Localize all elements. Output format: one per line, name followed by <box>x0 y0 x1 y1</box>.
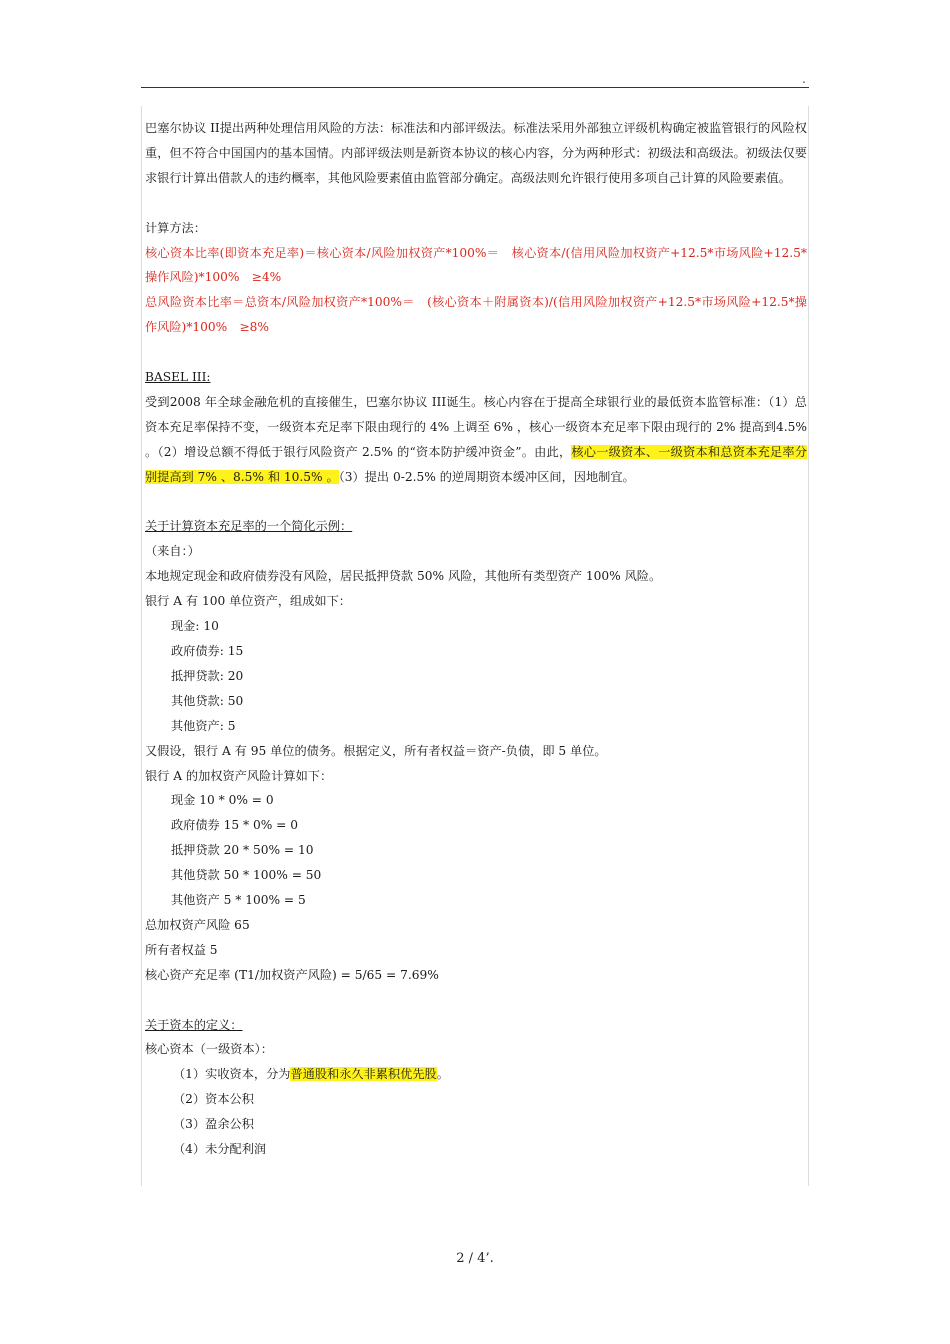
risk-intro: 银行 A 的加权资产风险计算如下： <box>145 768 333 783</box>
capital-item: （4）未分配利润 <box>173 1142 267 1157</box>
risk-item: 政府债券 15 * 0% = 0 <box>171 818 299 833</box>
example-rule: 本地规定现金和政府债券没有风险，居民抵押贷款 50% 风险，其他所有类型资产 100% 风险。 <box>145 569 662 584</box>
formula-total-ratio: 总风险资本比率＝总资本/风险加权资产*100%＝ (核心资本＋附属资本)/(信用风险加权资产+12.5*市场风险+12.5*操作风险)*100% ≥8% <box>145 295 807 335</box>
capital-item-text: （1）实收资本，分为 <box>173 1067 291 1082</box>
risk-item: 其他贷款 50 * 100% = 50 <box>171 868 322 883</box>
asset-item: 现金: 10 <box>171 619 219 634</box>
core-ratio-result: 核心资产充足率 (T1/加权资产风险) = 5/65 = 7.69% <box>145 967 439 982</box>
example-title: 关于计算资本充足率的一个简化示例： <box>145 519 353 534</box>
risk-item: 现金 10 * 0% = 0 <box>171 793 274 808</box>
capital-item: （3）盈余公积 <box>173 1117 254 1132</box>
basel3-text: 受到2008 年全球金融危机的直接催生，巴塞尔协议 III诞生。核心内容在于提高全球银行业的最低资本监管标准：（1）总资本充足率保持不变，一级资本充足率下限由现行的 4% 上调至 6% ，核心一级资本充足率下限由现行的 2% 提高到4.5% 。（2）增设总额不得低于银行风险资产 2.5% 的“资本防护缓冲资金”。由此， <box>145 394 807 459</box>
risk-item: 抵押贷款 20 * 50% = 10 <box>171 843 314 858</box>
document-body <box>145 116 807 1162</box>
header-mark: . <box>802 72 806 86</box>
formula-core-ratio: 核心资本比率(即资本充足率)＝核心资本/风险加权资产*100%＝ 核心资本/(信用风险加权资产+12.5*市场风险+12.5*操作风险)*100% ≥4% <box>145 245 807 285</box>
capital-title: 关于资本的定义： <box>145 1017 243 1032</box>
asset-item: 其他资产: 5 <box>171 718 236 733</box>
asset-item: 抵押贷款: 20 <box>171 668 244 683</box>
capital-item-text-end: 。 <box>436 1067 449 1082</box>
equity: 所有者权益 5 <box>145 942 218 957</box>
debt-text: 又假设，银行 A 有 95 单位的债务。根据定义，所有者权益＝资产-负债，即 5 单位。 <box>145 743 607 758</box>
intro-paragraph: 巴塞尔协议 II提出两种处理信用风险的方法：标准法和内部评级法。标准法采用外部独立评级机构确定被监管银行的风险权重，但不符合中国国内的基本国情。内部评级法则是新资本协议的核心内容，分为两种形式：初级法和高级法。初级法仅要求银行计算出借款人的违约概率，其他风险要素值由监管部分确定。高级法则允许银行使用多项自己计算的风险要素值。 <box>145 121 807 185</box>
basel3-paragraph <box>145 390 807 490</box>
asset-item: 政府债券: 15 <box>171 643 244 658</box>
assets-intro: 银行 A 有 100 单位资产，组成如下： <box>145 594 351 609</box>
page-number: 2 / 4’. <box>456 1251 494 1266</box>
total-risk: 总加权资产风险 65 <box>145 917 250 932</box>
example-source: （来自：） <box>145 544 200 559</box>
capital-item <box>145 1062 807 1087</box>
capital-item: （2）资本公积 <box>173 1092 254 1107</box>
calc-title: 计算方法： <box>145 220 206 235</box>
asset-item: 其他贷款: 50 <box>171 693 244 708</box>
risk-item: 其他资产 5 * 100% = 5 <box>171 893 306 908</box>
core-capital-title: 核心资本（一级资本）： <box>145 1042 273 1057</box>
basel3-title: BASEL III: <box>145 370 211 385</box>
basel3-text-after: （3）提出 0-2.5% 的逆周期资本缓冲区间，因地制宜。 <box>338 469 635 484</box>
basel3-highlight: 核心一级资本、一级资本和总资本充足率分别提高到 7% 、8.5% 和 10.5% 。 <box>145 444 808 484</box>
header-rule <box>141 87 809 88</box>
capital-item-highlight: 普通股和永久非累积优先股 <box>290 1067 437 1082</box>
